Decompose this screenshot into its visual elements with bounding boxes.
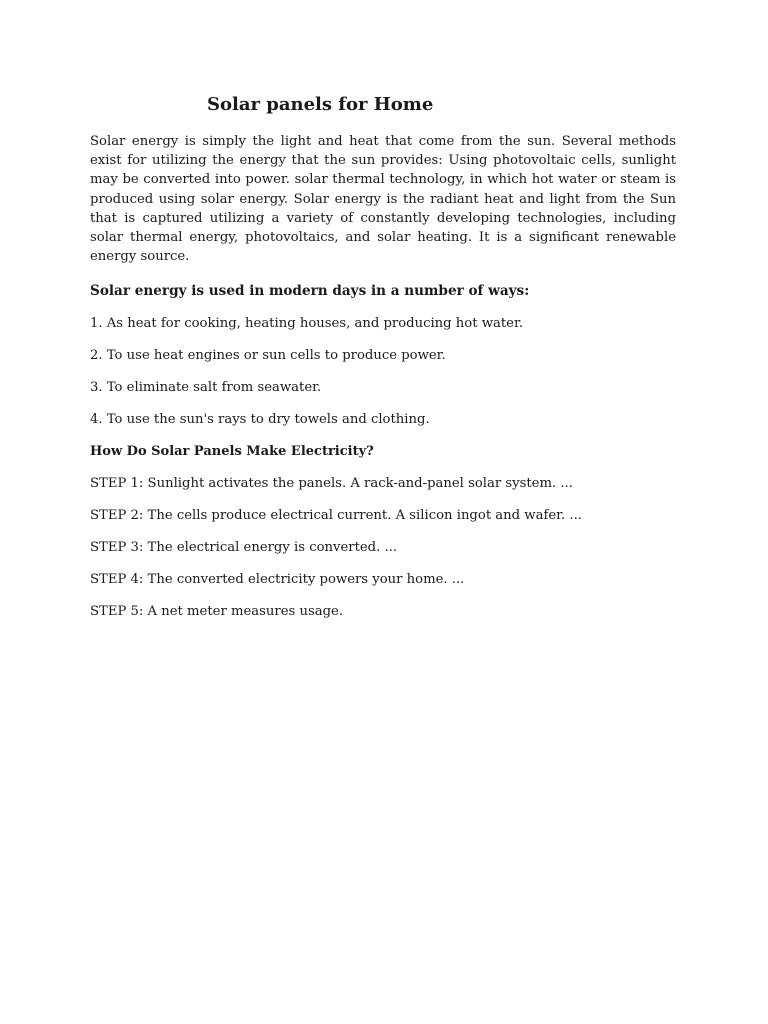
step-item: STEP 4: The converted electricity powers your home. ... xyxy=(90,572,465,587)
uses-list-item: 3. To eliminate salt from seawater. xyxy=(90,380,322,395)
intro-paragraph: Solar energy is simply the light and heat that come from the sun. Several methods exist for utilizing the energy that the sun provides: Using photovoltaic cells, sunlight may be converted into power. solar thermal technology, in which hot water or steam is produced using solar energy. Solar energy is the radiant heat and light from the Sun that is captured utilizing a variety of constantly developing technologies, including solar thermal energy, photovoltaics, and solar heating. It is a significant renewable energy source. xyxy=(90,134,676,265)
uses-list-item: 2. To use heat engines or sun cells to produce power. xyxy=(90,348,446,363)
uses-list-item: 1. As heat for cooking, heating houses, and producing hot water. xyxy=(90,316,524,331)
step-item: STEP 5: A net meter measures usage. xyxy=(90,604,344,619)
document-title: Solar panels for Home xyxy=(207,94,434,115)
step-item: STEP 3: The electrical energy is converted. ... xyxy=(90,540,398,555)
step-item: STEP 1: Sunlight activates the panels. A rack-and-panel solar system. ... xyxy=(90,476,573,491)
step-item: STEP 2: The cells produce electrical current. A silicon ingot and wafer. ... xyxy=(90,508,582,523)
uses-heading: Solar energy is used in modern days in a number of ways: xyxy=(90,283,530,299)
uses-list-item: 4. To use the sun's rays to dry towels and clothing. xyxy=(90,412,430,427)
steps-heading: How Do Solar Panels Make Electricity? xyxy=(90,444,374,459)
